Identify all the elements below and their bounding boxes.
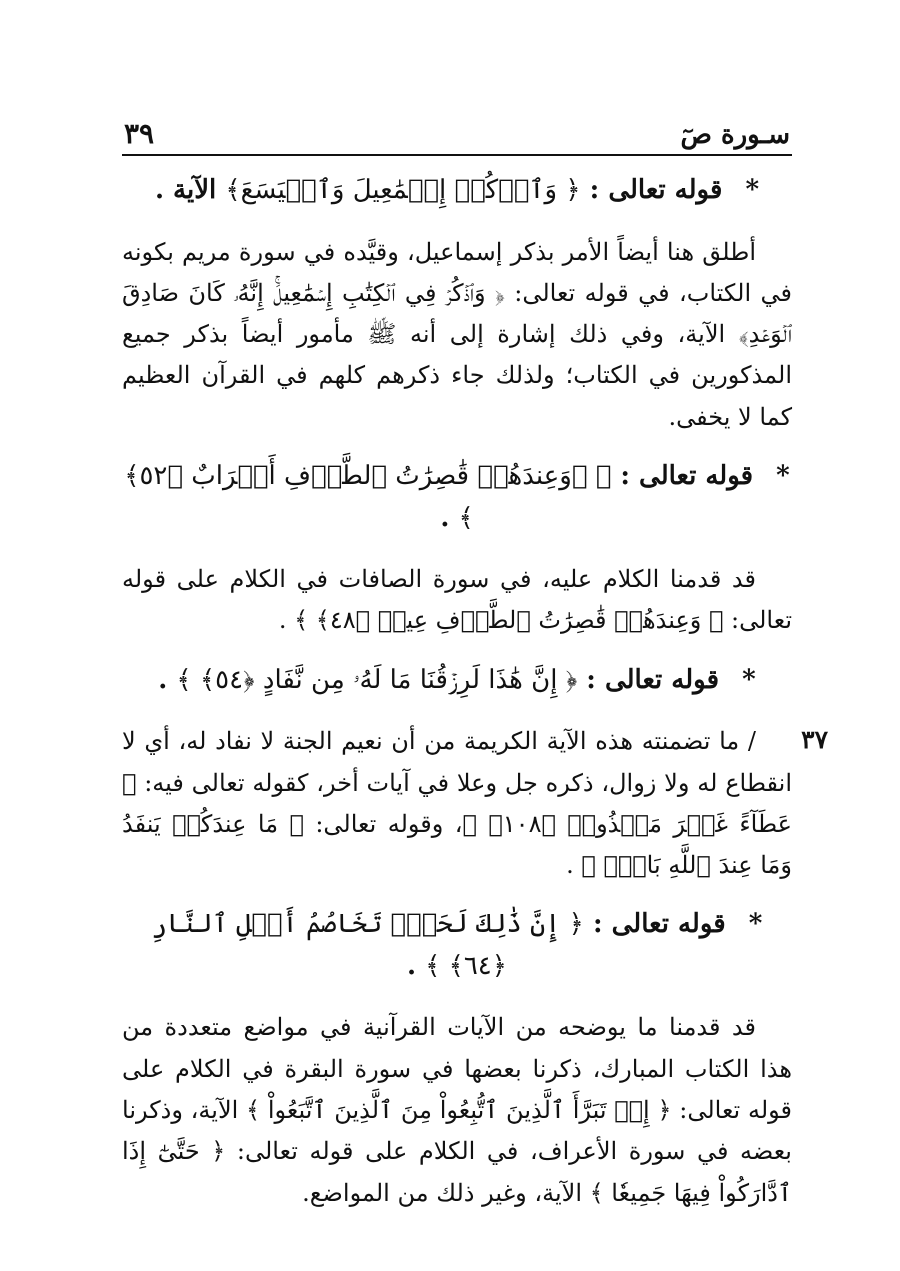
verse-heading [122, 456, 792, 539]
running-header [122, 108, 792, 156]
heading-suffix: . [440, 502, 450, 533]
verse-heading [122, 170, 792, 212]
heading-suffix: الآية . [154, 175, 217, 205]
heading-suffix: . [406, 950, 417, 981]
page-number: ٣٩ [124, 117, 155, 150]
heading-label: قوله تعالى : [620, 460, 754, 491]
quran-verse: ﴿ إِنَّ هَٰذَا لَرِزۡقُنَا مَا لَهُۥ مِن نَّفَادٍ ﴿٥٤﴾ ﴾ [176, 664, 578, 695]
heading-label: قوله تعالى : [592, 909, 726, 940]
commentary-paragraph: قد قدمنا الكلام عليه، في سورة الصافات في الكلام على قوله تعالى: ﴿ وَعِندَهُمۡ قَٰصِرَٰتُ ٱلطَّرۡفِ عِينٞ ﴿٤٨﴾ ﴾ . [122, 565, 792, 635]
commentary-paragraph: أطلق هنا أيضاً الأمر بذكر إسماعيل، وقيَّده في سورة مريم بكونه في الكتاب، في قوله تعالى: ﴿ وَٱذۡكُرۡ فِي ٱلۡكِتَٰبِ إِسۡمَٰعِيلَۚ إِنَّهُۥ كَانَ صَادِقَ ٱلۡوَعۡدِ﴾ الآية، وفي ذلك إشارة إلى أنه ﷺ مأمور أيضاً بذكر جميع المذكورين في الكتاب؛ ولذلك جاء ذكرهم كلهم في القرآن العظيم كما لا يخفى. [122, 237, 793, 431]
heading-label: قوله تعالى : [589, 175, 723, 205]
quran-verse: ﴿ وَٱذۡكُرۡ إِسۡمَٰعِيلَ وَٱلۡيَسَعَ﴾ [225, 175, 581, 205]
heading-label: قوله تعالى : [586, 664, 720, 695]
heading-suffix: . [158, 664, 168, 695]
quran-verse: ﴿ إِنَّ ذَٰلِكَ لَحَقّٞ تَخَاصُمُ أَهۡلِ ٱلنَّارِ ﴿٦٤﴾ ﴾ [151, 909, 584, 981]
surah-title: سـورة صٓ [680, 120, 790, 150]
paragraph-with-margin-note [122, 721, 828, 886]
asterisk-icon: * [748, 909, 763, 940]
commentary-paragraph: / ما تضمنته هذه الآية الكريمة من أن نعيم الجنة لا نفاد له، أي لا انقطاع له ولا زوال، ذكره جل وعلا في آيات أخر، كقوله تعالى فيه: ﴿ عَطَآءً غَيۡرَ مَجۡذُوذٖ ﴿١٠٨﴾ ﴾، وقوله تعالى: ﴿ مَا عِندَكُمۡ يَنفَدُ وَمَا عِندَ ٱللَّهِ بَاقٖۗ ﴾ . [122, 727, 792, 880]
commentary-paragraph: قد قدمنا ما يوضحه من الآيات القرآنية في مواضع متعددة من هذا الكتاب المبارك، ذكرنا بعضها في سورة البقرة في الكلام على قوله تعالى: ﴿ إِذۡ تَبَرَّأَ ٱلَّذِينَ ٱتُّبِعُواْ مِنَ ٱلَّذِينَ ٱتَّبَعُواْ ﴾ الآية، وذكرنا بعضه في سورة الأعراف، في الكلام على قوله تعالى: ﴿ حَتَّىٰٓ إِذَا ٱدَّارَكُواْ فِيهَا جَمِيعٗا ﴾ الآية، وغير ذلك من المواضع. [122, 1013, 792, 1207]
asterisk-icon: * [745, 175, 760, 205]
verse-heading [122, 904, 792, 987]
original-page-marker: ٣٧ [801, 725, 828, 755]
asterisk-icon: * [742, 664, 756, 695]
asterisk-icon: * [776, 460, 790, 491]
verse-heading [122, 660, 792, 702]
quran-verse: ﴿ ۞وَعِندَهُمۡ قَٰصِرَٰتُ ٱلطَّرۡفِ أَتۡرَابٌ ﴿٥٢﴾ ﴾ [124, 460, 612, 533]
page-content [122, 170, 828, 1214]
